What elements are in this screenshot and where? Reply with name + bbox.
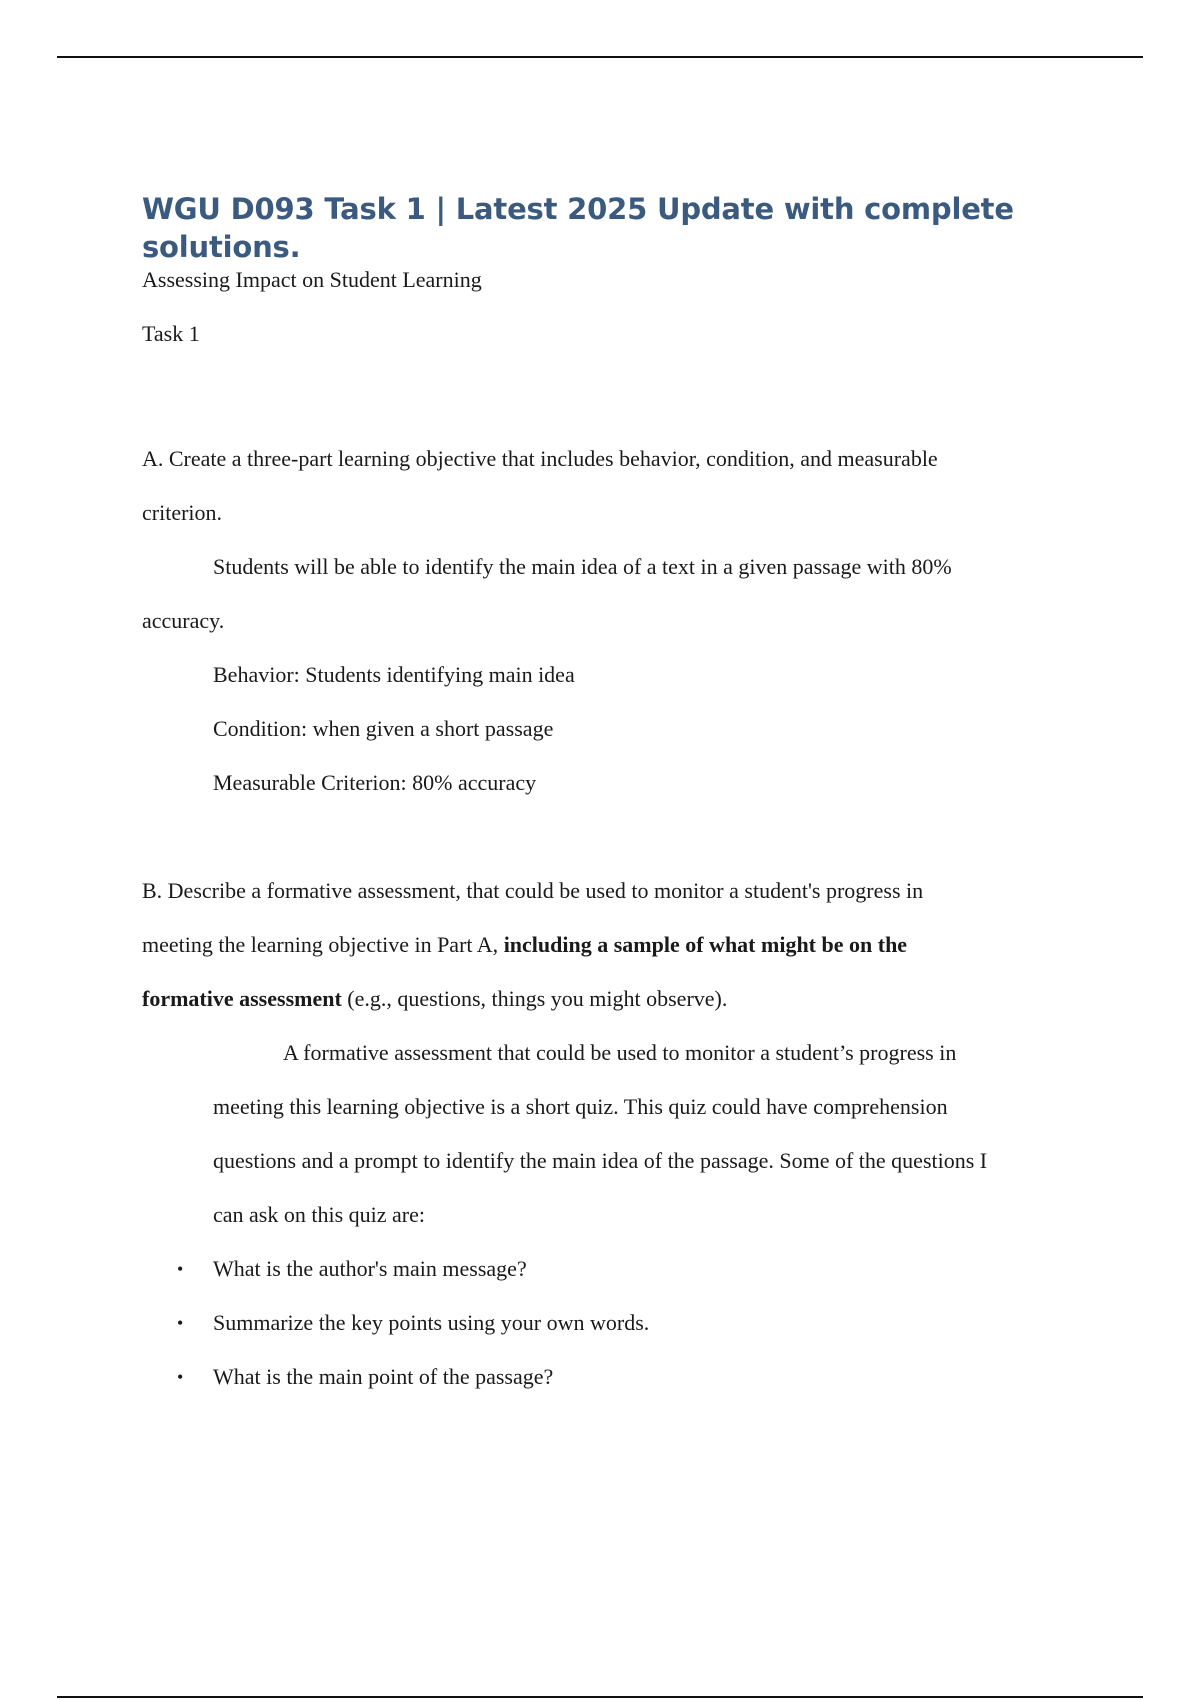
document-body: [142, 190, 1072, 1404]
section-b-prompt-line-1: B. Describe a formative assessment, that could be used to monitor a student's progress in: [142, 878, 924, 903]
section-b-answer-line-4: can ask on this quiz are:: [213, 1202, 425, 1227]
task-label: Task 1: [142, 321, 200, 346]
bullet-icon: •: [177, 1313, 184, 1333]
section-b-answer-line-3: questions and a prompt to identify the main idea of the passage. Some of the questions I: [213, 1148, 988, 1173]
condition-line: Condition: when given a short passage: [213, 716, 554, 741]
section-b-prompt-line-2-bold: including a sample of what might be on the: [503, 932, 908, 957]
section-a-answer-line-2: accuracy.: [142, 608, 225, 633]
list-item: [142, 1350, 1072, 1404]
quiz-question-3: What is the main point of the passage?: [213, 1364, 554, 1389]
section-a-answer-line-1: Students will be able to identify the main idea of a text in a given passage with 80%: [213, 554, 952, 579]
bottom-rule: [57, 1696, 1143, 1698]
list-item: [142, 1242, 1072, 1296]
document-subtitle: Assessing Impact on Student Learning: [142, 267, 482, 292]
quiz-question-2: Summarize the key points using your own words.: [213, 1310, 650, 1335]
behavior-line: Behavior: Students identifying main idea: [213, 662, 575, 687]
section-b-prompt-line-3-bold: formative assessment: [142, 986, 342, 1011]
section-b-answer-line-1: A formative assessment that could be used to monitor a student’s progress in: [283, 1040, 957, 1065]
title-line-2: solutions.: [142, 230, 301, 264]
section-b-answer-line-2: meeting this learning objective is a short quiz. This quiz could have comprehension: [213, 1094, 948, 1119]
list-item: [142, 1296, 1072, 1350]
quiz-question-list: [142, 1242, 1072, 1404]
document-title: [142, 190, 1072, 266]
bullet-icon: •: [177, 1367, 184, 1387]
section-b-prompt-line-2: [142, 918, 1072, 972]
section-a-prompt-line-1: A. Create a three-part learning objective that includes behavior, condition, and measurable: [142, 446, 938, 471]
quiz-question-1: What is the author's main message?: [213, 1256, 527, 1281]
criterion-line: Measurable Criterion: 80% accuracy: [213, 770, 537, 795]
section-b-prompt-line-3-plain: (e.g., questions, things you might observe).: [341, 986, 728, 1011]
section-a-prompt-line-2: criterion.: [142, 500, 223, 525]
section-b-prompt-line-2-plain: meeting the learning objective in Part A,: [142, 932, 504, 957]
top-rule: [57, 56, 1143, 58]
section-b-prompt-line-3: [142, 972, 1072, 1026]
title-line-1: WGU D093 Task 1 | Latest 2025 Update with complete: [142, 192, 1014, 226]
bullet-icon: •: [177, 1259, 184, 1279]
